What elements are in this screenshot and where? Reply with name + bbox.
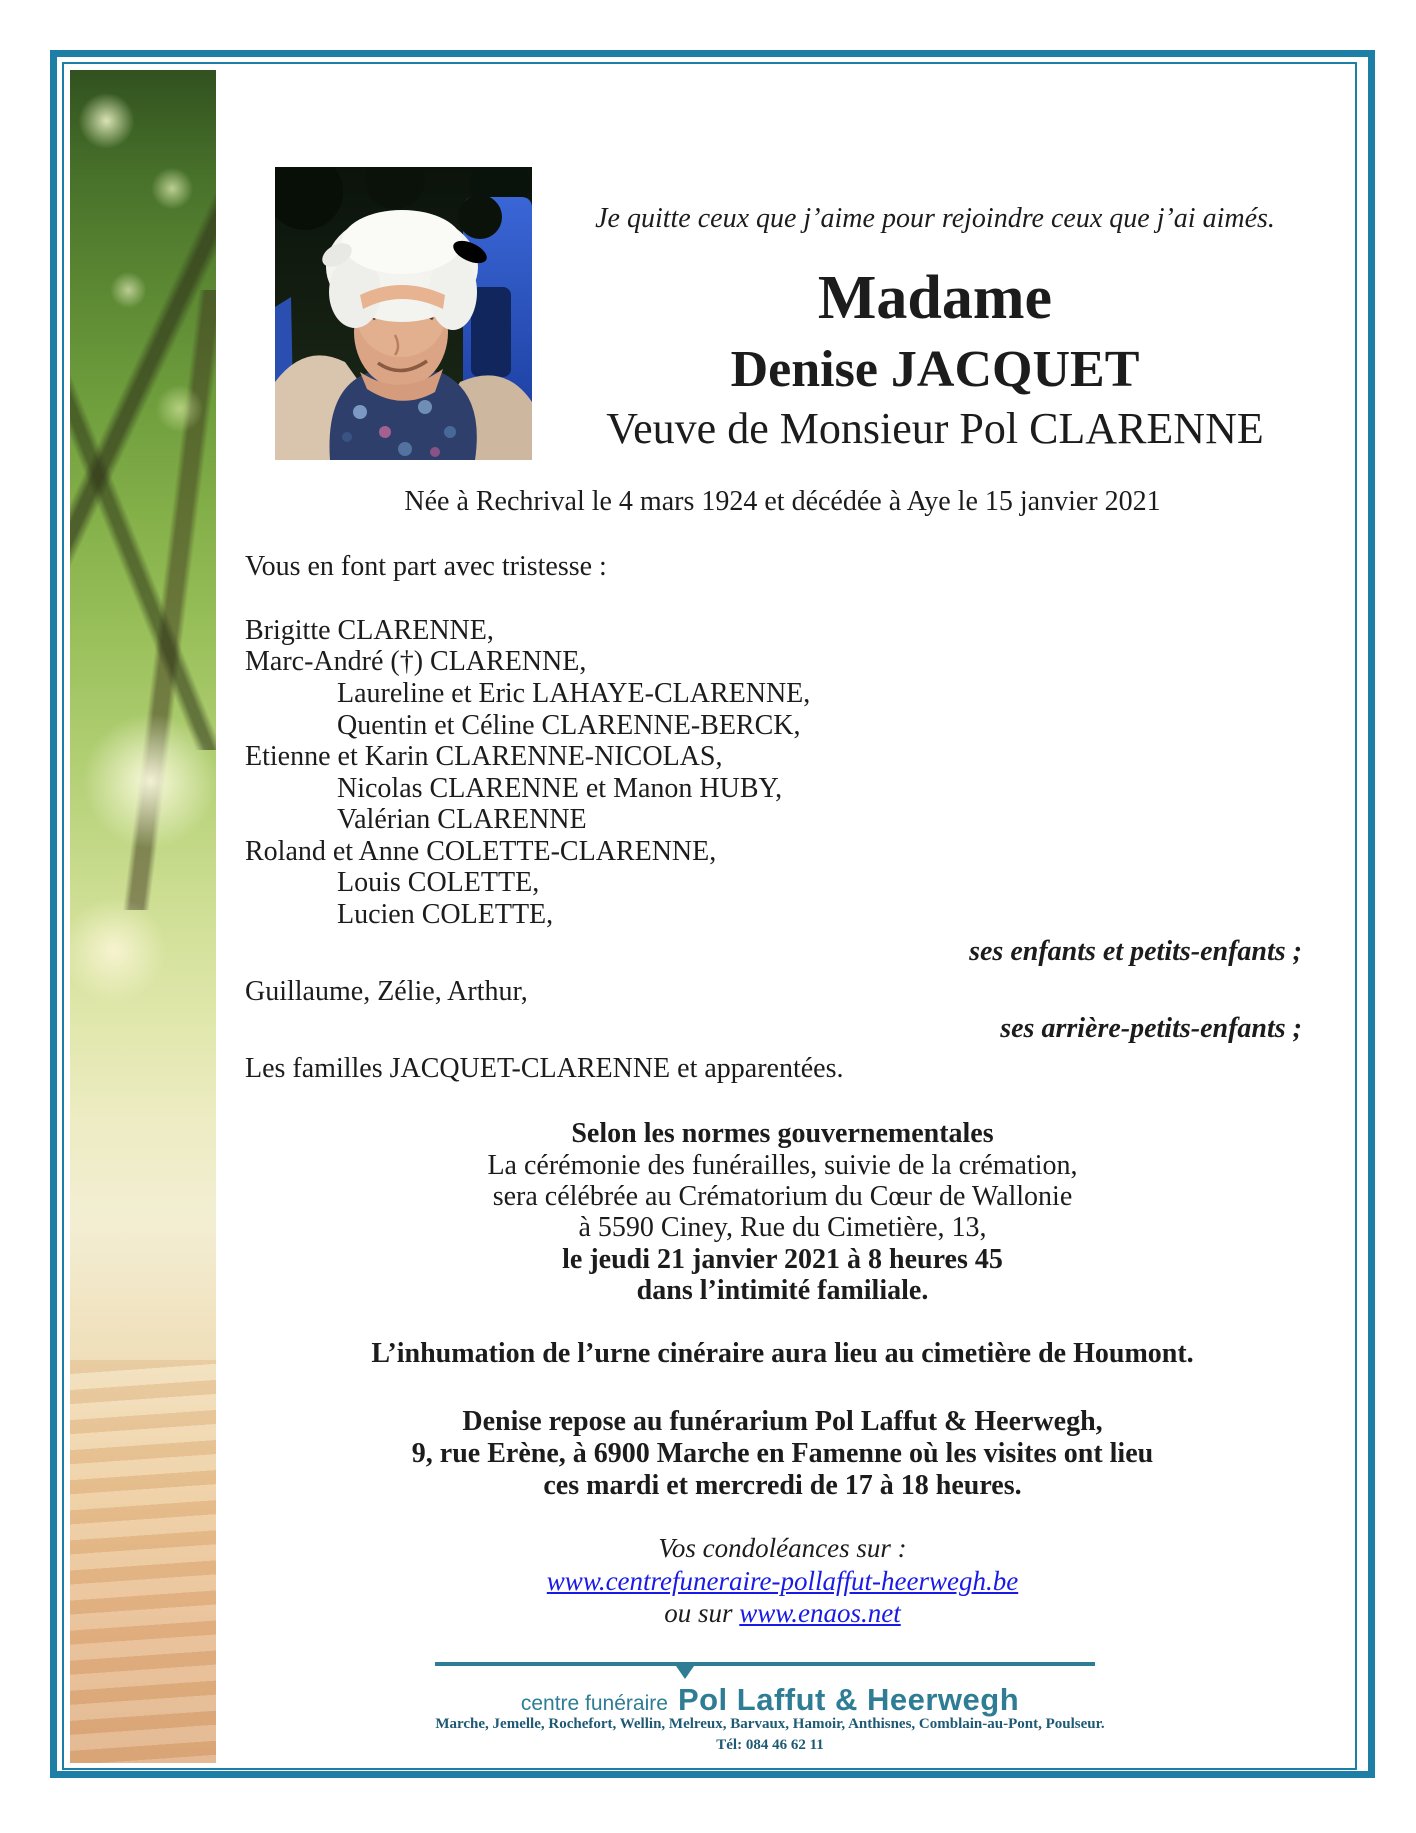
family-member-line: Quentin et Céline CLARENNE-BERCK, xyxy=(337,710,801,741)
life-dates: Née à Rechrival le 4 mars 1924 et décédée à Aye le 15 janvier 2021 xyxy=(404,486,1161,517)
funeral-home-locations: Marche, Jemelle, Rochefort, Wellin, Melreux, Barvaux, Hamoir, Anthisnes, Comblain-au-Pont, Poulseur. xyxy=(435,1716,1105,1732)
family-member-line: Roland et Anne COLETTE-CLARENNE, xyxy=(245,836,717,867)
family-member-line: Brigitte CLARENNE, xyxy=(245,615,494,646)
ceremony-line: La cérémonie des funérailles, suivie de la crémation, xyxy=(487,1150,1078,1181)
ceremony-privacy-line: dans l’intimité familiale. xyxy=(636,1275,929,1306)
opening-quote: Je quitte ceux que j’aime pour rejoindre ceux que j’ai aimés. xyxy=(595,203,1275,234)
condolences-intro: Vos condoléances sur : xyxy=(658,1533,907,1563)
families-line: Les familles JACQUET-CLARENNE et apparentées. xyxy=(245,1053,844,1084)
family-member-line: Etienne et Karin CLARENNE-NICOLAS, xyxy=(245,741,723,772)
announcement-intro: Vous en font part avec tristesse : xyxy=(245,551,607,582)
children-relation-label: ses enfants et petits-enfants ; xyxy=(969,936,1302,967)
widow-line: Veuve de Monsieur Pol CLARENNE xyxy=(606,404,1264,453)
ceremony-date-line: le jeudi 21 janvier 2021 à 8 heures 45 xyxy=(562,1244,1003,1275)
family-member-line: Lucien COLETTE, xyxy=(337,899,554,930)
logo-triangle-icon xyxy=(676,1666,694,1679)
family-member-line: Marc-André (†) CLARENNE, xyxy=(245,646,587,677)
funeral-home-logo xyxy=(230,1682,1310,1718)
family-member-line: Louis COLETTE, xyxy=(337,867,540,898)
family-member-line: Valérian CLARENNE xyxy=(337,804,587,835)
portrait-photo xyxy=(275,167,532,460)
family-member-line: Nicolas CLARENNE et Manon HUBY, xyxy=(337,773,783,804)
funeral-home-prefix: centre funéraire xyxy=(520,1692,668,1715)
funeral-home-phone: Tél: 084 46 62 11 xyxy=(716,1737,824,1753)
ceremony-line: sera célébrée au Crématorium du Cœur de Wallonie xyxy=(492,1181,1073,1212)
enaos-link-prefix: ou sur xyxy=(664,1598,740,1628)
repose-address-line: 9, rue Erène, à 6900 Marche en Famenne où les visites ont lieu xyxy=(411,1438,1154,1469)
repose-line: Denise repose au funérarium Pol Laffut & Heerwegh, xyxy=(462,1406,1103,1437)
title-salutation: Madame xyxy=(817,264,1053,332)
repose-hours-line: ces mardi et mercredi de 17 à 18 heures. xyxy=(543,1470,1022,1501)
enaos-link[interactable]: www.enaos.net xyxy=(739,1598,901,1628)
decor-forest-path-photo xyxy=(70,70,216,1763)
footer-divider-rule xyxy=(435,1662,1095,1666)
deceased-name: Denise JACQUET xyxy=(730,341,1140,398)
condolences-website-link[interactable]: www.centrefuneraire-pollaffut-heerwegh.be xyxy=(546,1566,1019,1596)
family-member-line: Laureline et Eric LAHAYE-CLARENNE, xyxy=(337,678,811,709)
inhumation-line: L’inhumation de l’urne cinéraire aura lieu au cimetière de Houmont. xyxy=(371,1338,1194,1369)
ceremony-address-line: à 5590 Ciney, Rue du Cimetière, 13, xyxy=(578,1212,987,1243)
great-grandchildren-names: Guillaume, Zélie, Arthur, xyxy=(245,976,528,1007)
ceremony-norms-line: Selon les normes gouvernementales xyxy=(571,1118,994,1149)
funeral-home-name: Pol Laffut & Heerwegh xyxy=(678,1682,1019,1718)
great-grandchildren-relation-label: ses arrière-petits-enfants ; xyxy=(1000,1013,1302,1044)
